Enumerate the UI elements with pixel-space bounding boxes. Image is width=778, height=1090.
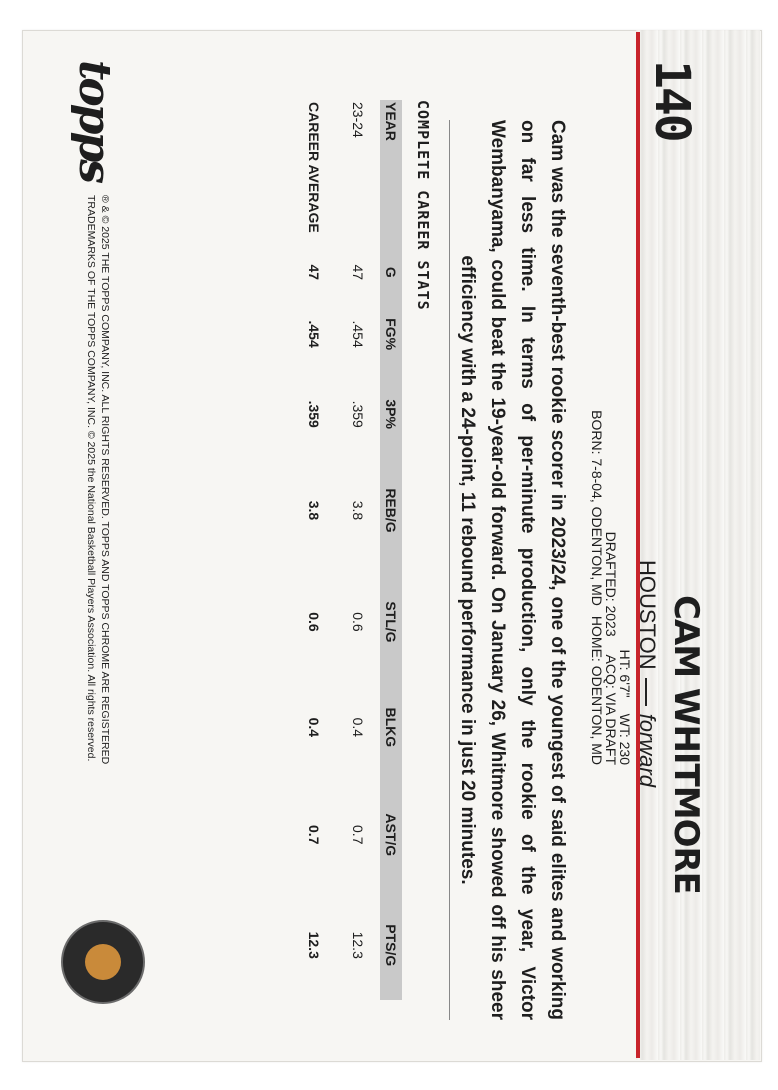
header-ast: AST/G [380,779,402,890]
card-number: 140 [644,60,700,141]
team-name: HOUSTON [635,560,660,670]
avg-reb: 3.8 [306,500,322,521]
cell-year: 23-24 [350,102,366,138]
avg-3p: .359 [306,400,322,428]
cell-stl: 0.6 [350,612,366,632]
avg-fg: .454 [306,320,322,348]
avg-blk: 0.4 [306,717,322,738]
player-blurb: Cam was the seventh-best rookie scorer in 2023/24, one of the youngest of said elites and working on far less time. In terms of per-minute production, only the rookie of the year, Victor Wembanyama, could beat the 19-year-old forward. On January 26, Whitmore showed off his sheer efficiency with a 24-point, 11 rebound performance in just 20 minutes. [457,120,568,1020]
legal-line-1: ® & © 2025 THE TOPPS COMPANY, INC. ALL RIGHTS RESERVED. TOPPS AND TOPPS CHROME ARE REGISTERED [99,195,111,765]
avg-g: 47 [306,264,322,281]
player-position: forward [635,713,660,787]
card-content [60,60,706,1020]
bio-line-1 [618,60,632,765]
basketball-icon [85,944,121,980]
header-reb: REB/G [380,453,402,569]
header-stl: STL/G [380,568,402,675]
career-average-row [292,100,336,1000]
cell-fg: .454 [350,320,366,348]
topps-logo: topps [69,60,120,181]
avg-stl: 0.6 [306,612,322,632]
cell-3p: .359 [350,400,366,428]
header-year: YEAR [380,100,402,252]
header-3p: 3P% [380,376,402,453]
cell-g: 47 [350,264,366,281]
avg-ast: 0.7 [306,825,322,845]
table-row [336,100,380,1000]
drafted: DRAFTED: 2023 [603,531,619,637]
legal-text [84,195,112,895]
hometown: HOME: ODENTON, MD [589,615,605,765]
separator-dash [645,678,647,706]
cell-blk: 0.4 [350,717,366,738]
avg-label: CAREER AVERAGE [306,102,322,233]
bio-line-2 [604,60,618,765]
header-g: G [380,252,402,293]
acquired: ACQ: VIA DRAFT [603,654,619,765]
cell-ast: 0.7 [350,825,366,845]
cell-pts: 12.3 [350,931,366,959]
divider [449,120,450,1020]
header-pts: PTS/G [380,890,402,1000]
player-name: CAM WHITMORE [666,595,706,894]
career-stats-table [292,100,402,1000]
cell-reb: 3.8 [350,500,366,521]
nbpa-logo-icon [61,920,145,1004]
team-position [634,560,660,787]
stats-title: COMPLETE CAREER STATS [414,100,432,311]
avg-pts: 12.3 [306,931,322,959]
header-fg: FG% [380,293,402,376]
legal-line-2: TRADEMARKS OF THE TOPPS COMPANY, INC. © 2025 the National Basketball Players Association. All rights reserved. [85,195,97,762]
table-header-row [380,100,402,1000]
born: BORN: 7-8-04, ODENTON, MD [589,410,605,606]
bio-line-3 [590,60,604,765]
height: HT: 6'7" [617,649,633,698]
header-blk: BLKG [380,676,402,779]
weight: WT: 230 [617,713,633,765]
